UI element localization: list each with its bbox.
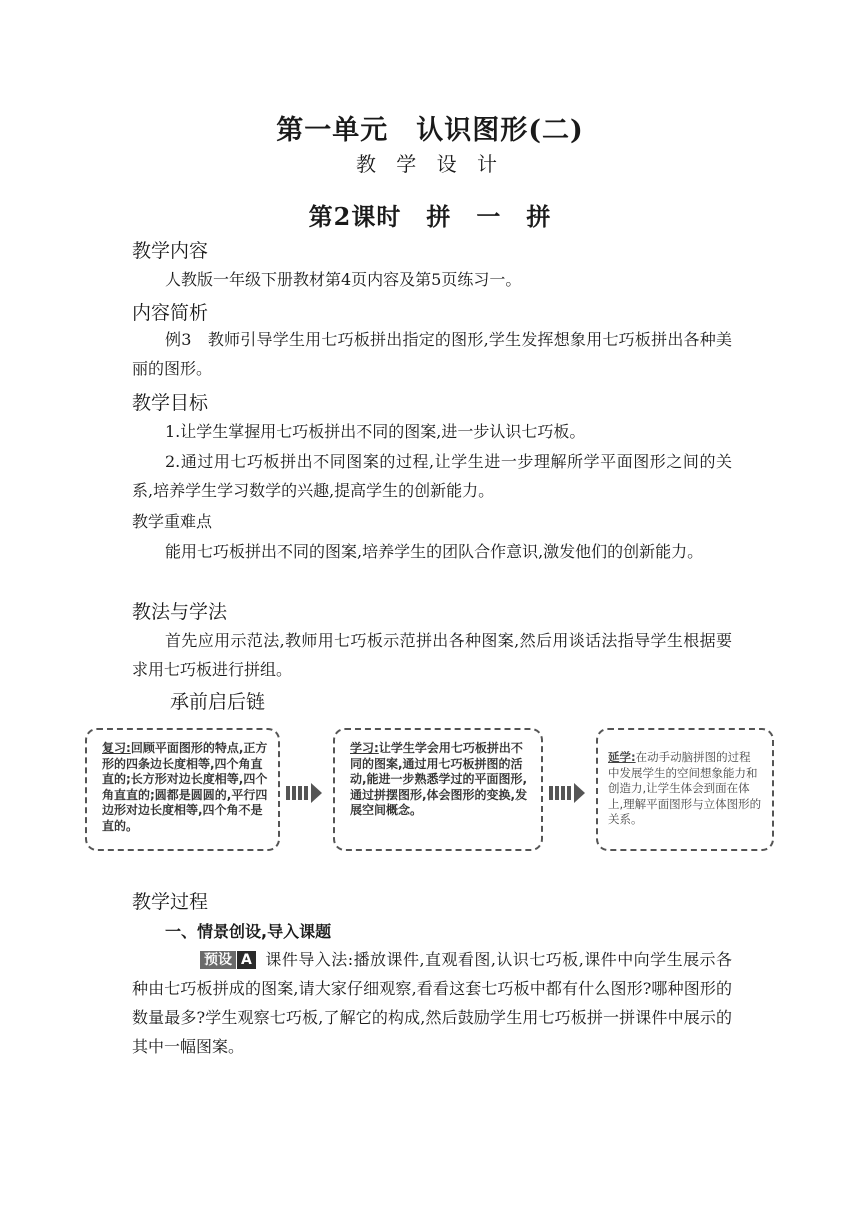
section-heading-analysis: 内容简析 xyxy=(132,302,209,324)
key-points-text: 能用七巧板拼出不同的图案,培养学生的团队合作意识,激发他们的创新能力。 xyxy=(165,542,704,561)
process-step-1-title: 一、情景创设,导入课题 xyxy=(165,922,332,941)
chain-box-extend xyxy=(596,728,774,851)
chain-box-extend-key: 延学: xyxy=(608,750,636,764)
preset-badge xyxy=(164,950,260,970)
goal-item-1: 1.让学生掌握用七巧板拼出不同的图案,进一步认识七巧板。 xyxy=(165,422,586,441)
process-step-1-text xyxy=(132,945,732,1061)
section-heading-process: 教学过程 xyxy=(132,891,209,913)
lesson-title: 第2课时 拼 一 拼 xyxy=(308,202,552,231)
chain-box-review-key: 复习: xyxy=(102,741,131,755)
section-heading-content: 教学内容 xyxy=(132,240,209,262)
section-heading-key-points: 教学重难点 xyxy=(132,512,213,531)
chain-box-learn xyxy=(333,728,543,851)
document-subtitle: 教 学 设 计 xyxy=(355,152,505,176)
arrow-right-icon xyxy=(549,783,585,803)
analysis-text: 例3 教师引导学生用七巧板拼出指定的图形,学生发挥想象用七巧板拼出各种美丽的图形。 xyxy=(132,330,732,378)
section-heading-goals: 教学目标 xyxy=(132,392,209,414)
content-text: 人教版一年级下册教材第4页内容及第5页练习一。 xyxy=(165,270,522,289)
goal-item-2: 2.通过用七巧板拼出不同图案的过程,让学生进一步理解所学平面图形之间的关系,培养学生学习数学的兴趣,提高学生的创新能力。 xyxy=(132,452,732,500)
process-step-1-body: 课件导入法:播放课件,直观看图,认识七巧板,课件中向学生展示各种由七巧板拼成的图案,请大家仔细观察,看看这套七巧板中都有什么图形?哪种图形的数量最多?学生观察七巧板,了解它的构成,然后鼓励学生用七巧板拼一拼课件中展示的其中一幅图案。 xyxy=(132,950,732,1056)
section-heading-methods: 教法与学法 xyxy=(132,601,228,623)
chain-box-learn-key: 学习: xyxy=(350,741,379,755)
arrow-right-icon xyxy=(286,783,322,803)
chain-box-review-text: 回顾平面图形的特点,正方形的四条边长度相等,四个角直直的;长方形对边长度相等,四个角直直的;圆都是圆圆的,平行四边形对边长度相等,四个角不是直的。 xyxy=(102,741,268,833)
unit-title: 第一单元 认识图形(二) xyxy=(276,115,584,146)
methods-text: 首先应用示范法,教师用七巧板示范拼出各种图案,然后用谈话法指导学生根据要求用七巧板进行拼组。 xyxy=(132,631,732,679)
preset-badge-letter: A xyxy=(237,951,256,969)
chain-box-extend-text: 在动手动脑拼图的过程中发展学生的空间想象能力和创造力,让学生体会到面在体上,理解平面图形与立体图形的关系。 xyxy=(608,750,762,826)
section-heading-chain: 承前启后链 xyxy=(170,691,266,713)
chain-box-learn-text: 让学生学会用七巧板拼出不同的图案,通过用七巧板拼图的活动,能进一步熟悉学过的平面图形,通过拼摆图形,体会图形的变换,发展空间概念。 xyxy=(350,741,528,817)
chain-box-review xyxy=(85,728,280,851)
preset-badge-label: 预设 xyxy=(200,951,236,969)
